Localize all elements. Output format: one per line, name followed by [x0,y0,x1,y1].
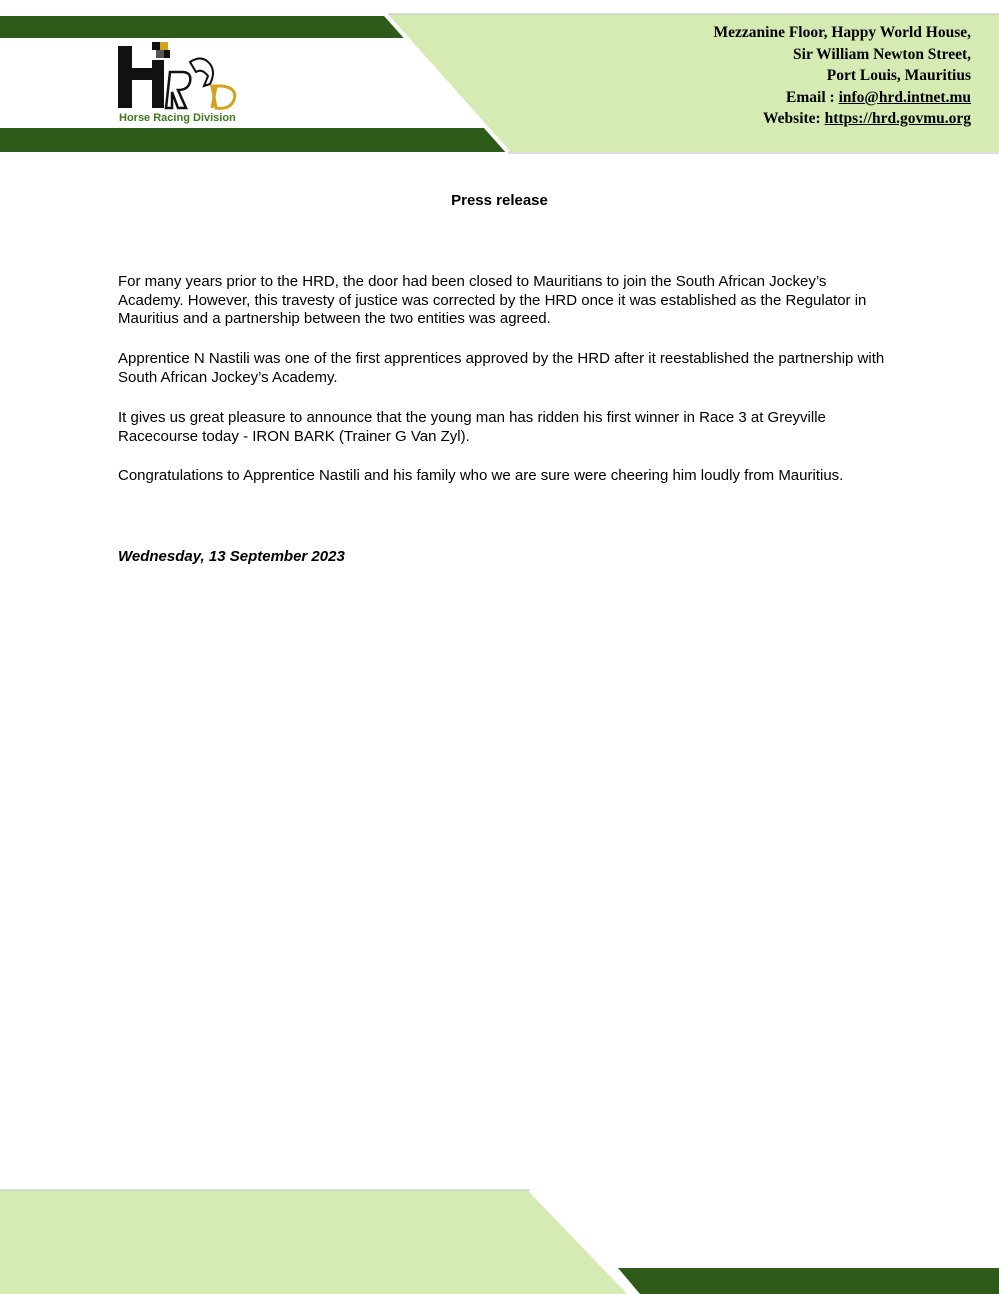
website-line [714,108,971,130]
paragraph: It gives us great pleasure to announce that the young man has ridden his first winner in Race 3 at Greyville Racecourse today - IRON BARK (Trainer G Van Zyl). [118,409,826,445]
address-line-3: Port Louis, Mauritius [826,67,971,84]
address-line-1: Mezzanine Floor, Happy World House, [713,24,971,41]
address-line-2: Sir William Newton Street, [793,45,971,63]
email-label: Email : [786,88,839,106]
paragraph: For many years prior to the HRD, the door had been closed to Mauritians to join the South African Jockey’s Academy. However, this travesty of justice was corrected by the HRD once it was established as the Regulator in Mauritius and a partnership between the two entities was agreed. [118,273,867,327]
document-title: Press release [451,192,548,209]
contact-block [714,22,971,130]
email-line [714,87,971,109]
paragraph: Apprentice N Nastili was one of the first apprentices approved by the HRD after it reestablished the partnership with South African Jockey’s Academy. [118,350,885,386]
footer-banner [0,1180,999,1294]
email-link[interactable]: info@hrd.intnet.mu [838,88,971,106]
website-label: Website: [763,110,825,127]
horse-logo-icon [112,40,244,112]
release-date: Wednesday, 13 September 2023 [118,548,345,565]
paragraph: Congratulations to Apprentice Nastili and his family who we are sure were cheering him loudly from Mauritius. [118,467,844,484]
logo-caption: Horse Racing Division [119,112,236,124]
hrd-logo [112,40,244,130]
website-link[interactable]: https://hrd.govmu.org [824,110,971,127]
